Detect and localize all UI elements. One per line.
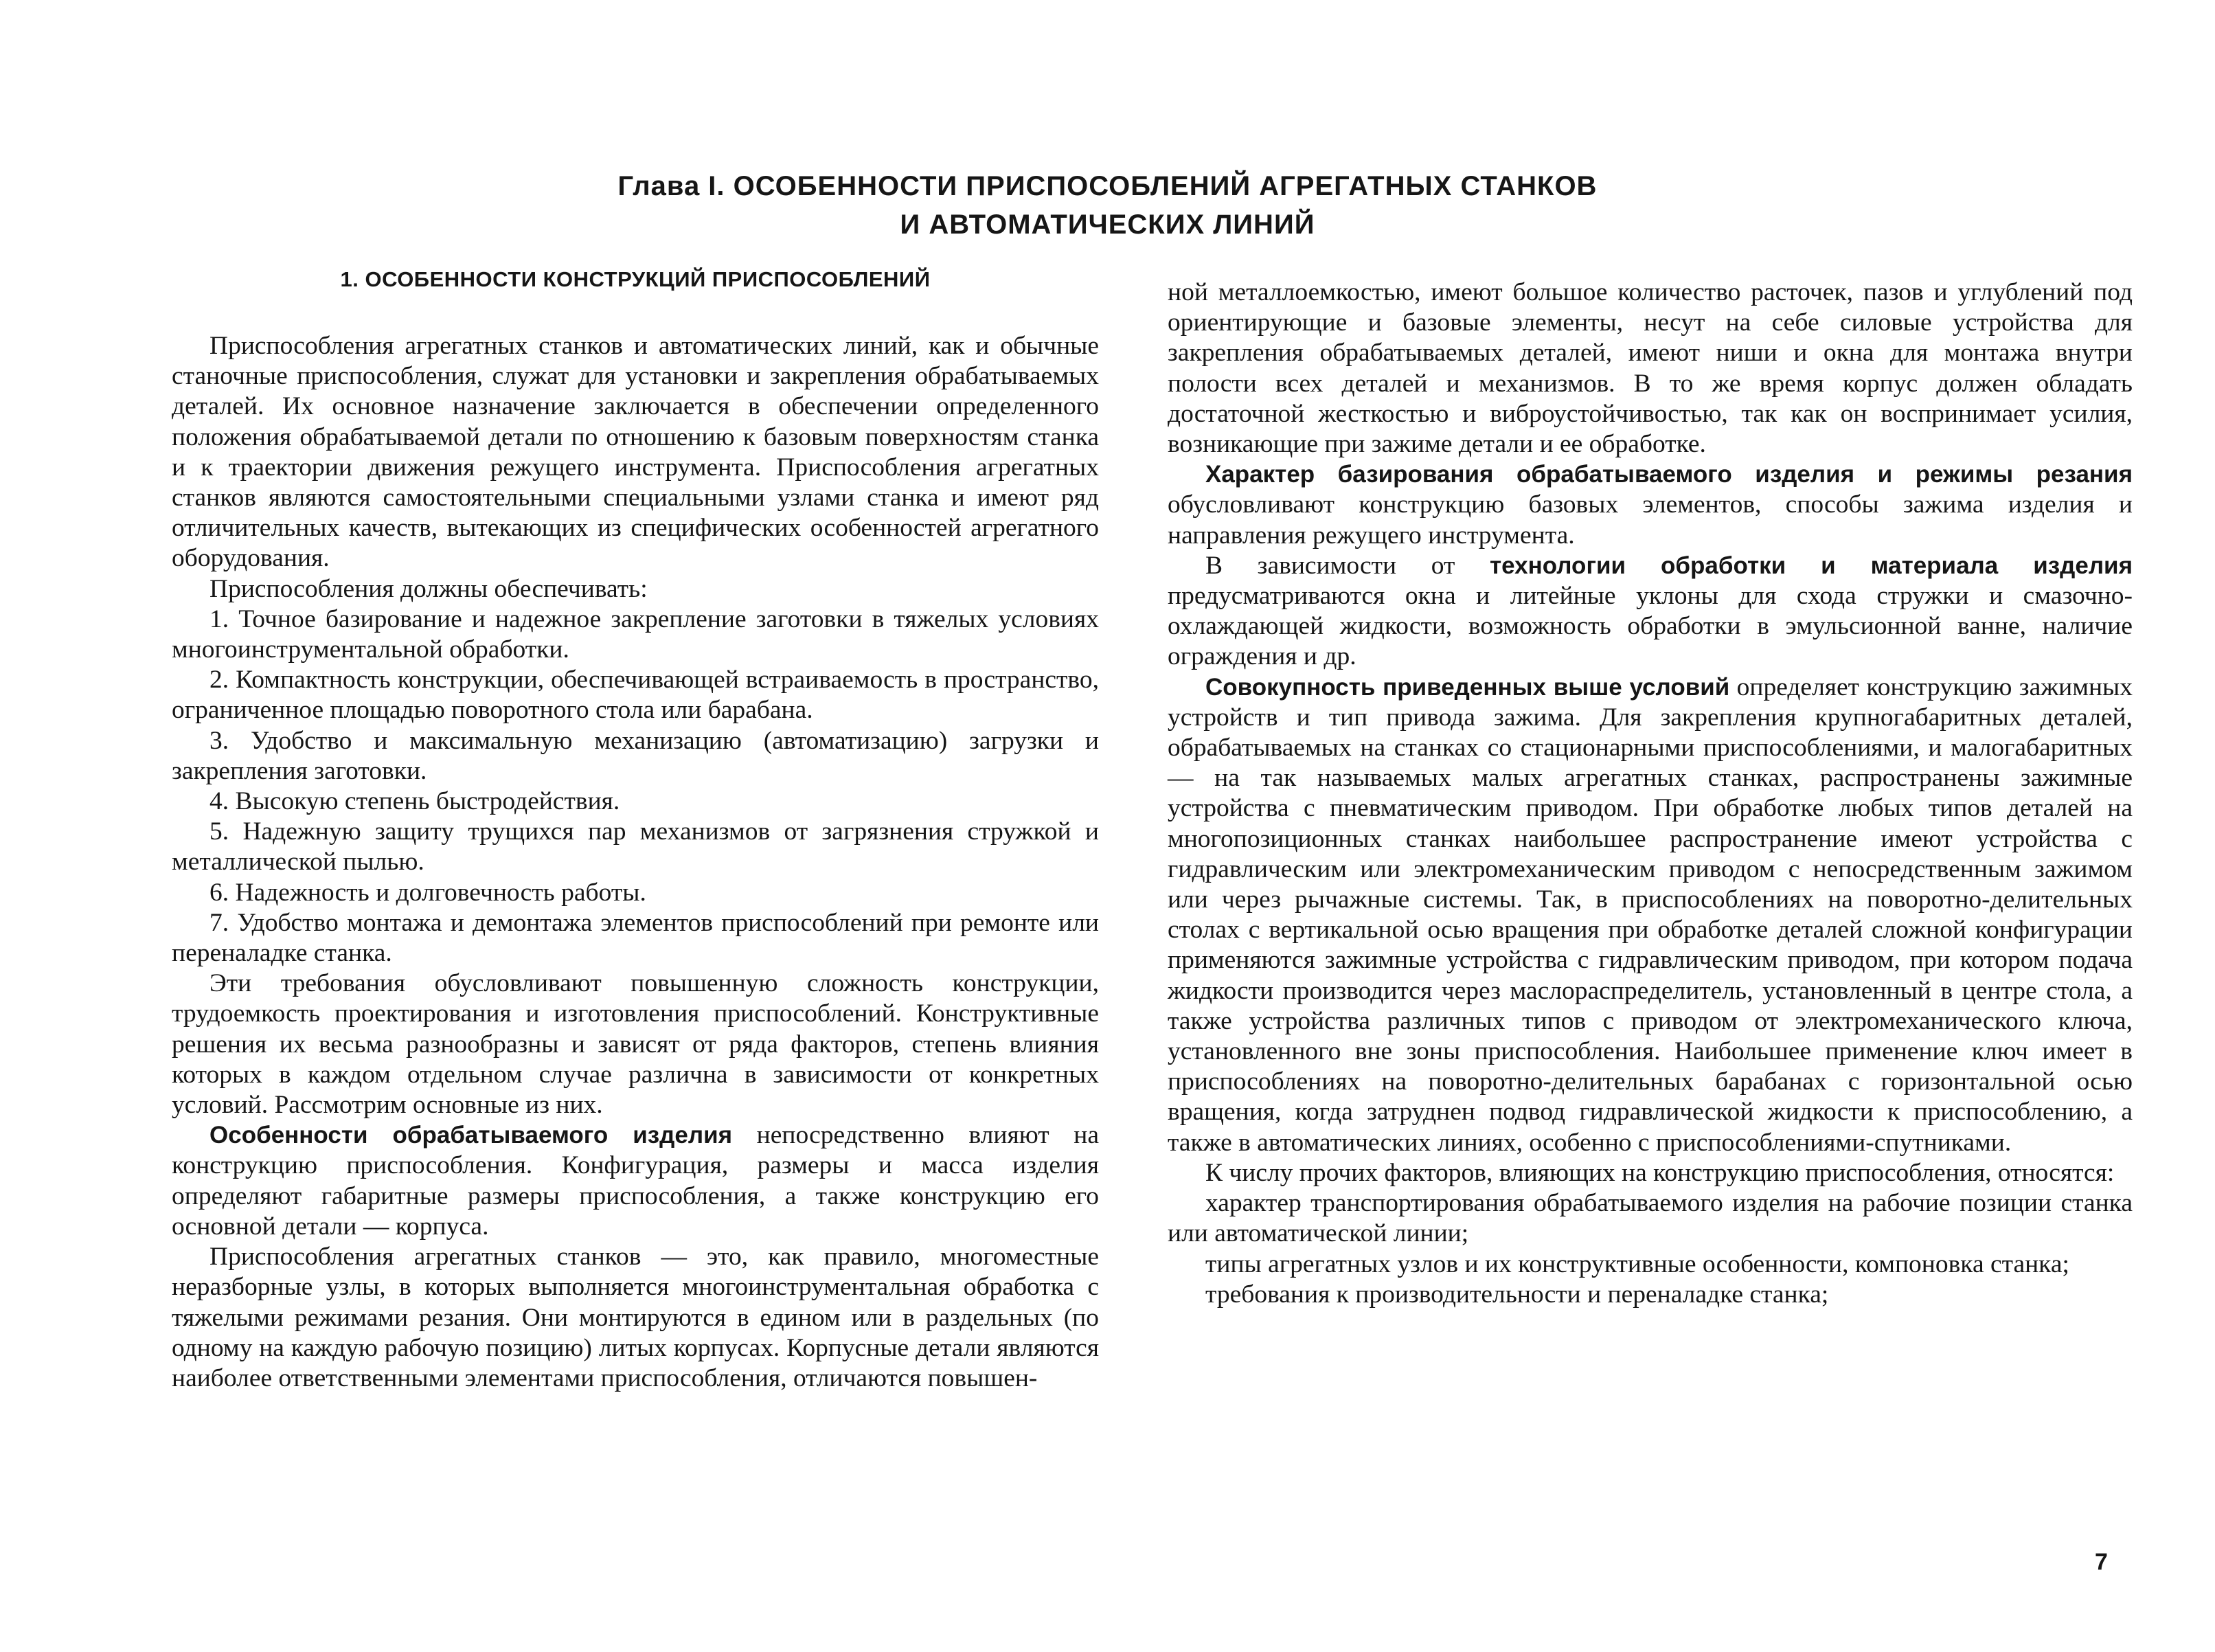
bold-phrase: Особенности обрабатываемого изделия [209, 1122, 733, 1149]
paragraph: характер транспортирования обрабатываемого изделия на рабочие позиции станка или автоматической линии; [1168, 1189, 2133, 1248]
left-column [172, 331, 1099, 1394]
paragraph [1168, 551, 2133, 672]
paragraph: типы агрегатных узлов и их конструктивные особенности, компоновка станка; [1205, 1249, 2069, 1278]
paragraph: ной металлоемкостью, имеют большое количество расточек, пазов и углублений под ориентирующие и базовые элементы, несут на себе силовые устройства для закрепления обрабатываемых деталей, имеют ниши и окна для монтажа внутри полости всех деталей и механизмов. В то же время корпус должен обладать достаточной жесткостью и виброустойчивостью, так как он воспринимает усилия, возникающие при зажиме детали и ее обработке. [1168, 278, 2133, 459]
chapter-title [0, 167, 2215, 244]
list-item: 3. Удобство и максимальную механизацию (автоматизацию) загрузки и закрепления заготовки. [172, 726, 1099, 785]
paragraph [1168, 460, 2133, 551]
bold-phrase: Совокупность приведенных выше условий [1205, 673, 1730, 701]
list-item: 5. Надежную защиту трущихся пар механизмов от загрязнения стружкой и металлической пылью. [172, 817, 1099, 876]
paragraph-text: В зависимости от [1205, 551, 1490, 580]
list-item: 2. Компактность конструкции, обеспечивающей встраиваемость в пространство, ограниченное площадью поворотного стола или барабана. [172, 666, 1099, 725]
page-number: 7 [2095, 1549, 2108, 1575]
paragraph-text: предусматриваются окна и литейные уклоны для схода стружки и смазочно-охлаждающей жидкости, возможность обработки в эмульсионной ванне, наличие ограждения и др. [1168, 582, 2133, 671]
right-column [1168, 278, 2133, 1310]
paragraph: Приспособления агрегатных станков и автоматических линий, как и обычные станочные приспособления, служат для установки и закрепления обрабатываемых деталей. Их основное назначение заключается в обеспечении определенного положения обрабатываемой детали по отношению к базовым поверхностям станка и к траектории движения режущего инструмента. Приспособления агрегатных станков являются самостоятельными специальными узлами станка и имеют ряд отличительных качеств, вытекающих из специфических особенностей агрегатного оборудования. [172, 332, 1099, 573]
list-item: 4. Высокую степень быстродействия. [209, 787, 620, 816]
paragraph-text: определяет конструкцию зажимных устройств и тип привода зажима. Для закрепления крупногабаритных деталей, обрабатываемых на станках со стационарными приспособлениями, и малогабаритных — на так называемых малых агрегатных станках, распространены зажимные устройства с пневматическим приводом. При обработке любых типов деталей на многопозиционных станках наибольшее распространение имеют устройства с гидравлическим или электромеханическим приводом с непосредственным зажимом или через рычажные системы. Так, в приспособлениях на поворотно-делительных столах с вертикальной осью вращения при обработке деталей сложной конфигурации применяются зажимные устройства с гидравлическим приводом, при котором подача жидкости производится через маслораспределитель, установленный в центре стола, а также устройства различных типов с приводом от электромеханического ключа, установленного вне зоны приспособления. Наибольшее применение ключ имеет в приспособлениях на поворотно-делительных барабанах с горизонтальной осью вращения, когда затруднен подвод гидравлической жидкости к приспособлению, а также в автоматических линиях, особенно с приспособлениями-спутниками. [1168, 672, 2133, 1157]
bold-phrase: технологии обработки и материала изделия [1490, 552, 2133, 579]
paragraph: Приспособления должны обеспечивать: [209, 574, 648, 603]
paragraph: Приспособления агрегатных станков — это, как правило, многоместные неразборные узлы, в которых выполняется многоинструментальная обработка с тяжелыми режимами резания. Они монтируются в едином или в раздельных (по одному на каждую рабочую позицию) литых корпусах. Корпусные детали являются наиболее ответственными элементами приспособления, отличаются повышен- [172, 1243, 1099, 1392]
paragraph: К числу прочих факторов, влияющих на конструкцию приспособления, относятся: [1205, 1158, 2115, 1187]
list-item: 7. Удобство монтажа и демонтажа элементов приспособлений при ремонте или переналадке станка. [172, 908, 1099, 968]
paragraph-text: непосредственно влияют на конструкцию приспособления. Конфигурация, размеры и масса изделия определяют габаритные размеры приспособления, а также конструкцию его основной детали — корпуса. [172, 1121, 1099, 1241]
chapter-title-line-2: И АВТОМАТИЧЕСКИХ ЛИНИЙ [900, 210, 1315, 240]
chapter-title-line-1: Глава I. ОСОБЕННОСТИ ПРИСПОСОБЛЕНИЙ АГРЕГАТНЫХ СТАНКОВ [617, 171, 1598, 201]
section-heading: 1. ОСОБЕННОСТИ КОНСТРУКЦИЙ ПРИСПОСОБЛЕНИЙ [340, 267, 931, 291]
list-item: 1. Точное базирование и надежное закрепление заготовки в тяжелых условиях многоинструментальной обработки. [172, 604, 1099, 664]
paragraph: требования к производительности и переналадке станка; [1205, 1280, 1829, 1309]
paragraph [1168, 672, 2133, 1158]
list-item: 6. Надежность и долговечность работы. [209, 878, 646, 907]
paragraph-text: обусловливают конструкцию базовых элементов, способы зажима изделия и направления режущего инструмента. [1168, 490, 2133, 550]
bold-phrase: Характер базирования обрабатываемого изделия и режимы резания [1205, 461, 2133, 488]
paragraph: Эти требования обусловливают повышенную сложность конструкции, трудоемкость проектирования и изготовления приспособлений. Конструктивные решения их весьма разнообразны и зависят от ряда факторов, степень влияния которых в каждом отдельном случае различна в зависимости от конкретных условий. Рассмотрим основные из них. [172, 969, 1099, 1120]
paragraph [172, 1120, 1099, 1242]
